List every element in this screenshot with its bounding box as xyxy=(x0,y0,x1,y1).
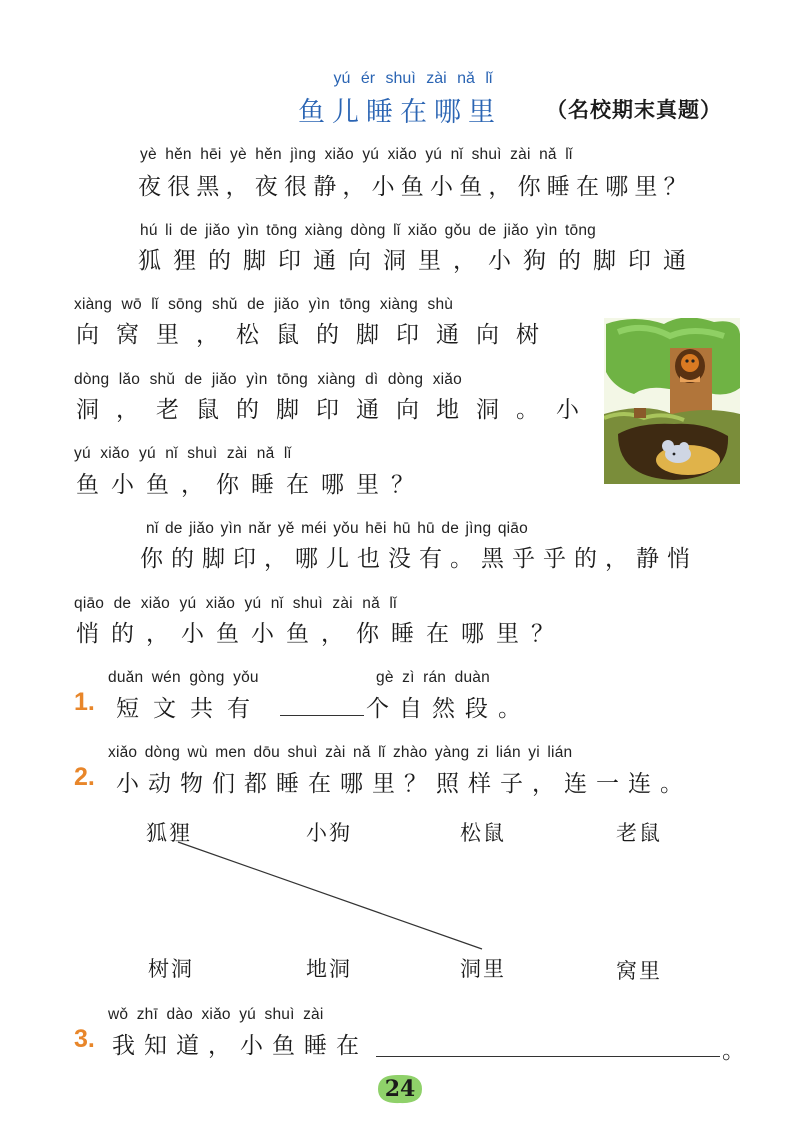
q1-pinyin-a: duǎn wén gòng yǒu xyxy=(108,669,259,686)
match-place-nest[interactable]: 窝里 xyxy=(616,959,662,983)
q3-number: 3. xyxy=(74,1025,95,1053)
passage-line-3: 向窝里，松鼠的脚印通向树 xyxy=(76,322,556,348)
q1-text-a: 短文共有 xyxy=(116,696,264,722)
match-place-tree-hole[interactable]: 树洞 xyxy=(148,957,194,981)
passage-line-5-pinyin: yú xiǎo yú nǐ shuì zài nǎ lǐ xyxy=(74,445,292,462)
passage-line-4: 洞，老鼠的脚印通向地洞。小 xyxy=(76,397,596,423)
title-pinyin: yú ér shuì zài nǎ lǐ xyxy=(333,70,493,87)
passage-line-2-pinyin: hú li de jiǎo yìn tōng xiàng dòng lǐ xiǎo gǒu de jiǎo yìn tōng xyxy=(140,222,596,239)
match-animal-dog[interactable]: 小狗 xyxy=(306,821,352,845)
passage-line-1: 夜很黑，夜很静，小鱼小鱼，你睡在哪里？ xyxy=(138,174,693,200)
passage-line-6-pinyin: nǐ de jiǎo yìn nǎr yě méi yǒu hēi hū hū de jìng qiāo xyxy=(146,520,528,537)
q1-text-b: 个自然段。 xyxy=(366,696,531,722)
match-place-ground-hole[interactable]: 地洞 xyxy=(306,957,352,981)
page-number-badge xyxy=(370,1072,430,1106)
match-animal-mouse[interactable]: 老鼠 xyxy=(616,821,662,845)
passage-line-2: 狐狸的脚印通向洞里，小狗的脚印通 xyxy=(138,248,698,274)
q3-text: 我知道，小鱼睡在 xyxy=(112,1033,368,1059)
passage-line-5: 鱼小鱼，你睡在哪里？ xyxy=(76,472,426,498)
q2-text: 小动物们都睡在哪里？照样子，连一连。 xyxy=(116,771,692,797)
q3-end-mark: 。 xyxy=(722,1038,752,1064)
match-animal-squirrel[interactable]: 松鼠 xyxy=(460,821,506,845)
passage-line-3-pinyin: xiàng wō lǐ sōng shǔ de jiǎo yìn tōng xiàng shù xyxy=(74,296,454,313)
page-number: 24 xyxy=(384,1076,416,1102)
passage-line-7: 悄的，小鱼小鱼，你睡在哪里？ xyxy=(76,621,566,647)
q3-pinyin: wǒ zhī dào xiǎo yú shuì zài xyxy=(108,1006,324,1023)
q3-answer-blank[interactable] xyxy=(376,1030,720,1057)
passage-line-6: 你的脚印，哪儿也没有。黑乎乎的，静悄 xyxy=(140,546,698,572)
passage-line-1-pinyin: yè hěn hēi yè hěn jìng xiǎo yú xiǎo yú nǐ shuì zài nǎ lǐ xyxy=(140,146,573,163)
example-match-line xyxy=(178,842,482,949)
match-place-burrow[interactable]: 洞里 xyxy=(460,957,506,981)
title-source: （名校期末真题） xyxy=(546,98,722,122)
match-animal-fox[interactable]: 狐狸 xyxy=(146,821,192,845)
q1-number: 1. xyxy=(74,688,95,716)
q2-pinyin: xiǎo dòng wù men dōu shuì zài nǎ lǐ zhào yàng zi lián yi lián xyxy=(108,744,573,761)
q2-number: 2. xyxy=(74,763,95,791)
passage-line-4-pinyin: dòng lǎo shǔ de jiǎo yìn tōng xiàng dì dòng xiǎo xyxy=(74,371,462,388)
passage-line-7-pinyin: qiāo de xiǎo yú xiǎo yú nǐ shuì zài nǎ lǐ xyxy=(74,595,397,612)
page-title: 鱼儿睡在哪里 xyxy=(298,97,502,128)
q1-pinyin-b: gè zì rán duàn xyxy=(376,669,490,686)
